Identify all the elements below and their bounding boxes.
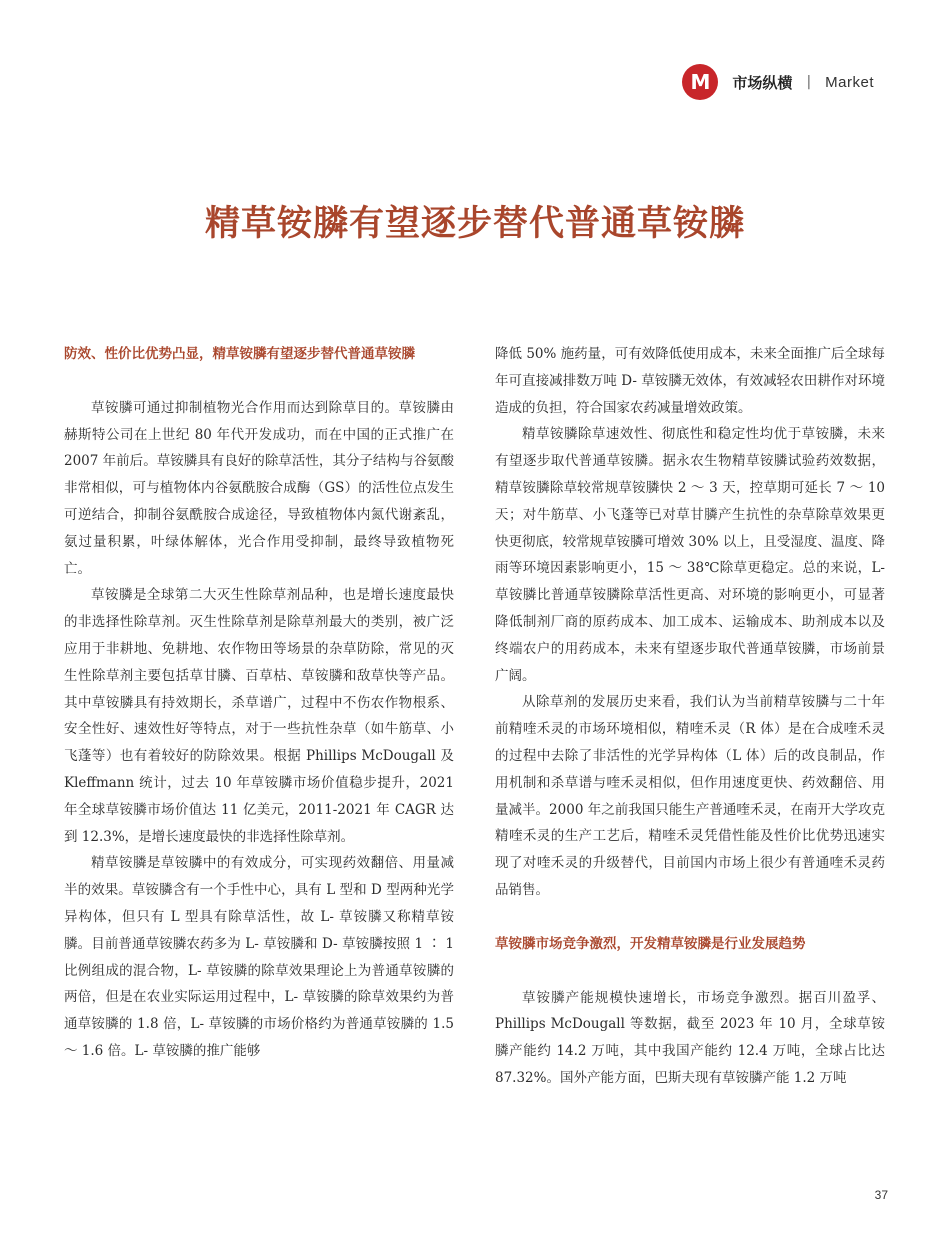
right-column	[495, 341, 885, 1092]
left-subheading: 防效、性价比优势凸显，精草铵膦有望逐步替代普通草铵膦	[64, 346, 415, 362]
market-logo-icon: M	[682, 64, 718, 100]
paragraph: 从除草剂的发展历史来看，我们认为当前精草铵膦与二十年前精喹禾灵的市场环境相似，精喹禾灵（R 体）是在合成喹禾灵的过程中去除了非活性的光学异构体（L 体）后的改良制品，作用机制和杀草谱与喹禾灵相似，但作用速度更快、药效翻倍、用量减半。2000 年之前我国只能生产普通喹禾灵，在南开大学攻克精喹禾灵的生产工艺后，精喹禾灵凭借性能及性价比优势迅速实现了对喹禾灵的升级替代，目前国内市场上很少有普通喹禾灵药品销售。	[495, 694, 885, 898]
page-number: 37	[874, 1188, 888, 1202]
header-separator: |	[806, 74, 812, 90]
section-name-en: Market	[825, 73, 874, 91]
section-name-cn: 市场纵横	[732, 73, 793, 92]
article-title: 精草铵膦有望逐步替代普通草铵膦	[204, 203, 745, 244]
left-column	[64, 341, 454, 1065]
paragraph-continuation: 降低 50% 施药量，可有效降低使用成本，未来全面推广后全球每年可直接减排数万吨 D- 草铵膦无效体，有效减轻农田耕作对环境造成的负担，符合国家农药减量增效政策。	[495, 346, 885, 416]
page-header	[682, 64, 874, 100]
paragraph: 草铵膦是全球第二大灭生性除草剂品种，也是增长速度最快的非选择性除草剂。灭生性除草剂是除草剂最大的类别，被广泛应用于非耕地、免耕地、农作物田等场景的杂草防除，常见的灭生性除草剂主要包括草甘膦、百草枯、草铵膦和敌草快等产品。其中草铵膦具有持效期长，杀草谱广，过程中不伤农作物根系、安全性好、速效性好等特点，对于一些抗性杂草（如牛筋草、小飞蓬等）也有着较好的防除效果。根据 Phillips McDougall 及 Kleffmann 统计，过去 10 年草铵膦市场价值稳步提升，2021 年全球草铵膦市场价值达 11 亿美元，2011-2021 年 CAGR 达到 12.3%，是增长速度最快的非选择性除草剂。	[64, 587, 454, 845]
paragraph: 精草铵膦是草铵膦中的有效成分，可实现药效翻倍、用量减半的效果。草铵膦含有一个手性中心，具有 L 型和 D 型两种光学异构体，但只有 L 型具有除草活性，故 L- 草铵膦又称精草铵膦。目前普通草铵膦农药多为 L- 草铵膦和 D- 草铵膦按照 1 ∶ 1 比例组成的混合物，L- 草铵膦的除草效果理论上为普通草铵膦的两倍，但是在农业实际运用过程中，L- 草铵膦的除草效果约为普通草铵膦的 1.8 倍，L- 草铵膦的市场价格约为普通草铵膦的 1.5 ～ 1.6 倍。L- 草铵膦的推广能够	[64, 855, 454, 1059]
paragraph: 精草铵膦除草速效性、彻底性和稳定性均优于草铵膦，未来有望逐步取代普通草铵膦。据永农生物精草铵膦试验药效数据，精草铵膦除草较常规草铵膦快 2 ～ 3 天，控草期可延长 7 ～ 10 天；对牛筋草、小飞蓬等已对草甘膦产生抗性的杂草除草效果更快更彻底，较常规草铵膦可增效 30% 以上，且受湿度、温度、降雨等环境因素影响更小，15 ～ 38℃除草更稳定。总的来说，L- 草铵膦比普通草铵膦除草活性更高、对环境的影响更小，可显著降低制剂厂商的原药成本、加工成本、运输成本、助剂成本以及终端农户的用药成本，未来有望逐步取代普通草铵膦，市场前景广阔。	[495, 426, 885, 684]
right-subheading: 草铵膦市场竞争激烈，开发精草铵膦是行业发展趋势	[495, 935, 806, 952]
paragraph: 草铵膦可通过抑制植物光合作用而达到除草目的。草铵膦由赫斯特公司在上世纪 80 年代开发成功，而在中国的正式推广在 2007 年前后。草铵膦具有良好的除草活性，其分子结构与谷氨酸非常相似，可与植物体内谷氨酰胺合成酶（GS）的活性位点发生可逆结合，抑制谷氨酰胺合成途径，导致植物体内氮代谢紊乱，氨过量积累，叶绿体解体，光合作用受抑制，最终导致植物死亡。	[64, 399, 454, 577]
paragraph: 草铵膦产能规模快速增长，市场竞争激烈。据百川盈孚、Phillips McDougall 等数据，截至 2023 年 10 月，全球草铵膦产能约 14.2 万吨，其中我国产能约 12.4 万吨，全球占比达 87.32%。国外产能方面，巴斯夫现有草铵膦产能 1.2 万吨	[495, 989, 885, 1086]
